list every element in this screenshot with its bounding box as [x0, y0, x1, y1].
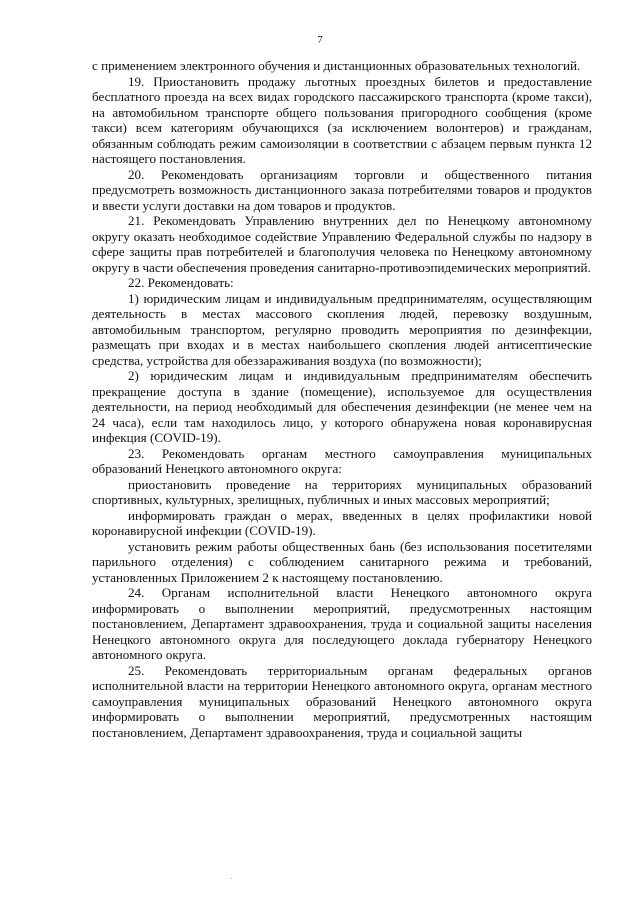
paragraph-item-25: 25. Рекомендовать территориальным органам федеральных органов исполнительной власти на территории Ненецкого автономного округа, органам местного самоуправления муниципальных образований Ненецкого автономного округа информировать о выполнении мероприятий, предусмотренных настоящим постановлением, Департамент здравоохранения, труда и социальной защиты [92, 662, 592, 740]
page-number: 7 [317, 34, 323, 46]
paragraph-item-24: 24. Органам исполнительной власти Ненецкого автономного округа информировать о выполнении мероприятий, предусмотренных настоящим постановлением, Департамент здравоохранения, труда и социальной защиты населения Ненецкого автономного округа для последующего доклада губернатору Ненецкого автономного округа. [92, 585, 592, 662]
paragraph-item-23-suspend-events: приостановить проведение на территориях муниципальных образований спортивных, культурных, зрелищных, публичных и иных массовых мероприятий; [92, 476, 592, 507]
paragraph-item-22: 22. Рекомендовать: [128, 275, 234, 290]
paragraph-item-22-2: 2) юридическим лицам и индивидуальным предпринимателям обеспечить прекращение доступа в здание (помещение), используемое для осуществления деятельности, на период необходимый для обеспечения дезинфекции (не менее чем на 24 часа), если там находилось лицо, у которого обнаружена новая коронавирусная инфекция (COVID-19). [92, 368, 592, 445]
paragraph-item-21: 21. Рекомендовать Управлению внутренних дел по Ненецкому автономному округу оказать необходимое содействие Управлению Федеральной службы по надзору в сфере защиты прав потребителей и благополучия человека по Ненецкому автономному округу в части обеспечения проведения санитарно-противоэпидемических мероприятий. [92, 213, 592, 275]
paragraph-item-22-1: 1) юридическим лицам и индивидуальным предпринимателям, осуществляющим деятельность в местах массового скопления людей, перевозку воздушным, автомобильным транспортом, регулярно проводить мероприятия по дезинфекции, размещать при входах и в местах наибольшего скопления людей антисептические средства, устройства для обеззараживания воздуха (по возможности); [92, 290, 592, 368]
paragraph-item-23: 23. Рекомендовать органам местного самоуправления муниципальных образований Ненецкого автономного округа: [92, 445, 592, 476]
paragraph-continuation: с применением электронного обучения и дистанционных образовательных технологий. [92, 58, 581, 73]
paragraph-item-23-bath-regime: установить режим работы общественных бань (без использования посетителями парильного отделения) с соблюдением санитарного режима и требований, установленных Приложением 2 к настоящему постановлению. [92, 538, 592, 585]
scan-speck [231, 878, 232, 879]
paragraph-item-19: 19. Приостановить продажу льготных проездных билетов и предоставление бесплатного проезда на всех видах городского пассажирского транспорта (кроме такси), на автомобильном транспорте общего пользования пригородного сообщения (кроме такси) всем категориям обучающихся (за исключением волонтеров) и гражданам, обязанным соблюдать режим самоизоляции в соответствии с абзацем первым пункта 12 настоящего постановления. [92, 73, 592, 166]
paragraph-item-20: 20. Рекомендовать организациям торговли и общественного питания предусмотреть возможность дистанционного заказа потребителями товаров и продуктов и ввести услуги доставки на дом товаров и продуктов. [92, 166, 592, 213]
document-body [92, 58, 592, 740]
paragraph-item-23-inform-citizens: информировать граждан о мерах, введенных в целях профилактики новой коронавирусной инфекции (COVID-19). [92, 507, 592, 538]
